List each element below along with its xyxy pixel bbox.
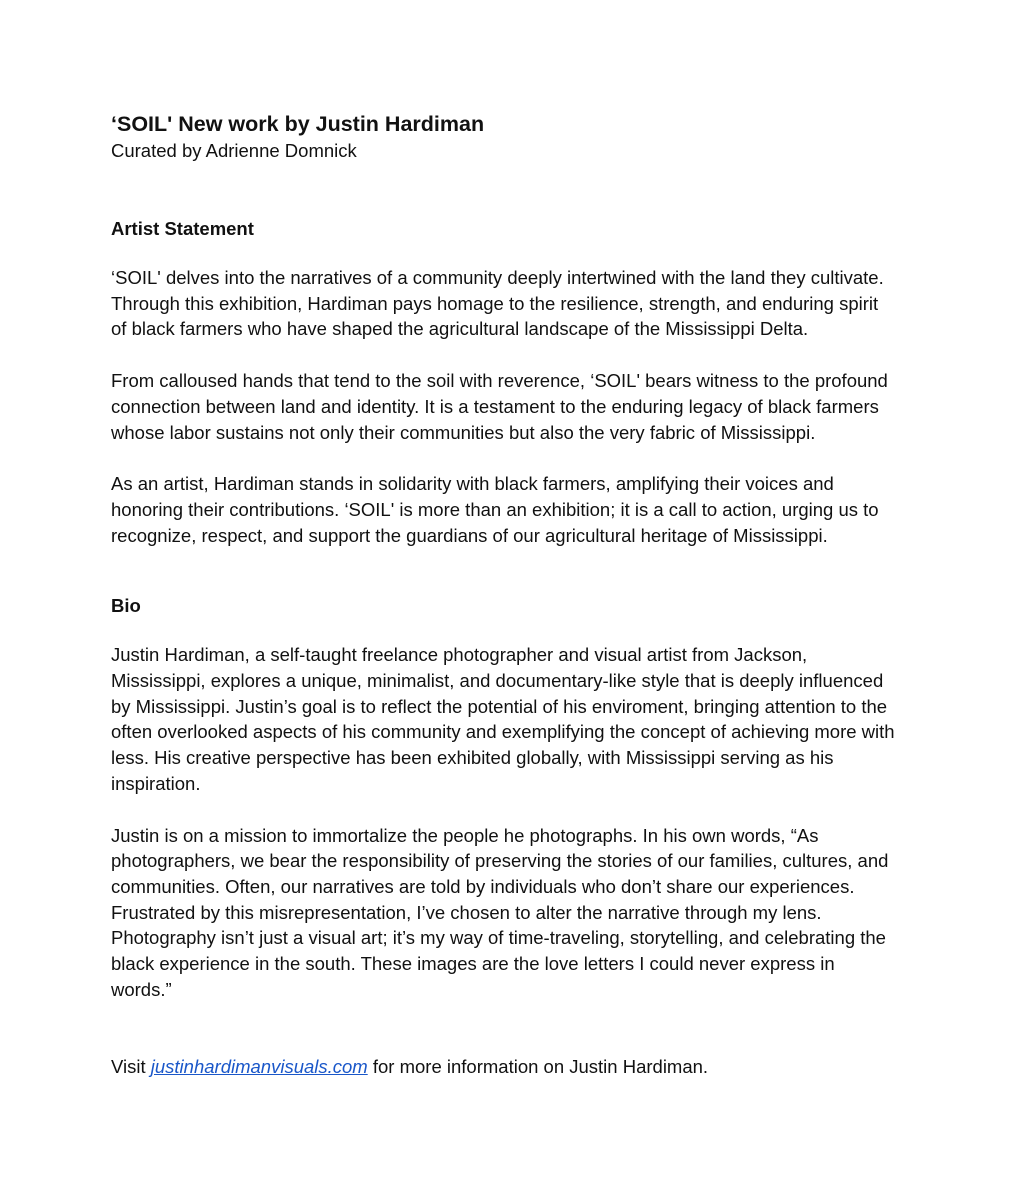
text-line: recognize, respect, and support the guardians of our agricultural heritage of Mississippi.	[111, 524, 828, 546]
text-line: whose labor sustains not only their communities but also the very fabric of Mississippi.	[111, 421, 816, 443]
document-page	[111, 110, 971, 1080]
artist-statement-heading: Artist Statement	[111, 218, 254, 239]
text-line: photographers, we bear the responsibility of preserving the stories of our families, cultures, and	[111, 850, 889, 872]
text-line: honoring their contributions. ‘SOIL' is more than an exhibition; it is a call to action, urging us to	[111, 498, 879, 520]
text-line: words.”	[111, 978, 172, 1000]
text-line: From calloused hands that tend to the soil with reverence, ‘SOIL' bears witness to the profound	[111, 370, 888, 392]
bio-heading: Bio	[111, 595, 141, 617]
text-line: less. His creative perspective has been exhibited globally, with Mississippi serving as his	[111, 747, 834, 769]
text-line: Justin Hardiman, a self-taught freelance photographer and visual artist from Jackson,	[111, 644, 808, 666]
text-line: As an artist, Hardiman stands in solidarity with black farmers, amplifying their voices and	[111, 473, 834, 495]
artist-statement-paragraph-1	[111, 265, 971, 342]
bio-paragraph-2	[111, 823, 971, 1003]
website-link[interactable]: justinhardimanvisuals.com	[150, 1056, 368, 1078]
document-title: ‘SOIL' New work by Justin Hardiman	[111, 112, 485, 136]
text-line: by Mississippi. Justin’s goal is to reflect the potential of his enviroment, bringing attention to the	[111, 695, 888, 717]
artist-statement-paragraph-3	[111, 471, 971, 548]
text-line: Frustrated by this misrepresentation, I’ve chosen to alter the narrative through my lens.	[111, 901, 822, 923]
text-line: often overlooked aspects of his community and exemplifying the concept of achieving more with	[111, 721, 895, 743]
text-line: of black farmers who have shaped the agricultural landscape of the Mississippi Delta.	[111, 318, 809, 340]
text-line: connection between land and identity. It is a testament to the enduring legacy of black farmers	[111, 395, 879, 417]
text-line: Photography isn’t just a visual art; it’s my way of time-traveling, storytelling, and celebrating the	[111, 927, 886, 949]
curator-line: Curated by Adrienne Domnick	[111, 140, 357, 161]
bio-paragraph-1	[111, 642, 971, 796]
text-line: Justin is on a mission to immortalize the people he photographs. In his own words, “As	[111, 824, 819, 846]
text-line: Through this exhibition, Hardiman pays homage to the resilience, strength, and enduring spirit	[111, 292, 879, 314]
text-line: Mississippi, explores a unique, minimalist, and documentary-like style that is deeply influenced	[111, 670, 884, 692]
visit-suffix: for more information on Justin Hardiman.	[367, 1056, 709, 1078]
text-line: inspiration.	[111, 772, 201, 794]
text-line: communities. Often, our narratives are told by individuals who don’t share our experiences.	[111, 875, 855, 897]
visit-line	[111, 1054, 971, 1080]
text-line: ‘SOIL' delves into the narratives of a community deeply intertwined with the land they cultivate.	[111, 267, 884, 288]
text-line: black experience in the south. These images are the love letters I could never express in	[111, 953, 835, 975]
visit-prefix: Visit	[111, 1056, 151, 1078]
artist-statement-paragraph-2	[111, 368, 971, 445]
